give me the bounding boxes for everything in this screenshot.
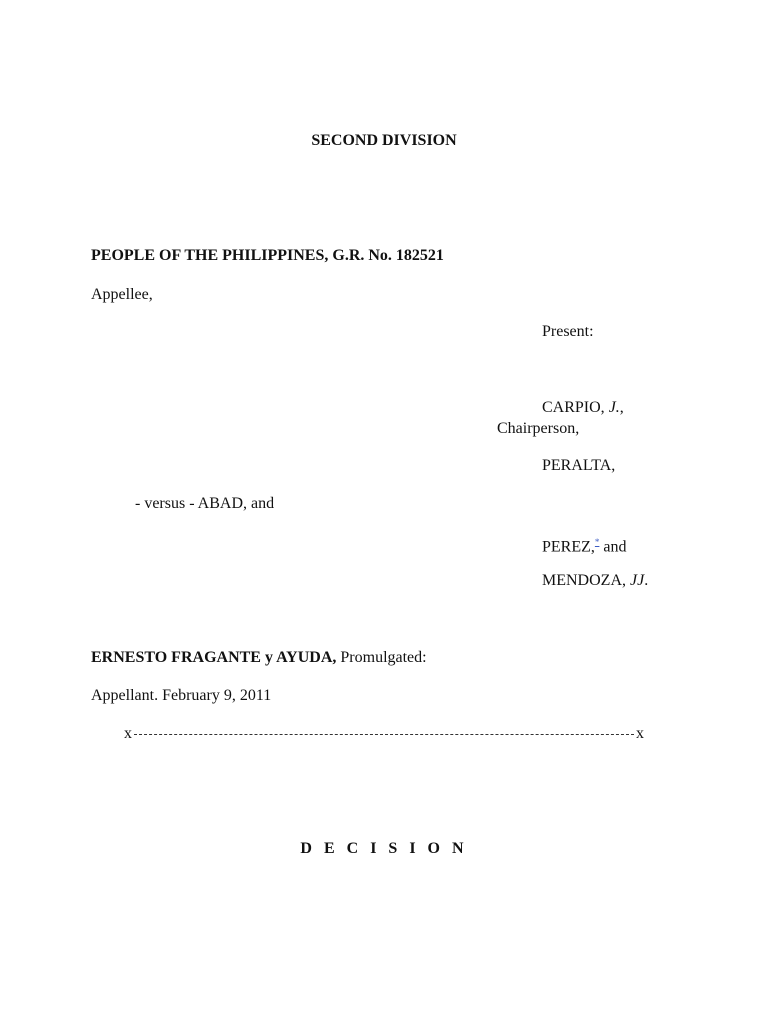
chairperson-label: Chairperson, bbox=[497, 420, 580, 437]
present-label: Present: bbox=[542, 323, 594, 340]
respondent-role: Appellant. bbox=[91, 687, 159, 704]
separator-left-mark: x bbox=[124, 725, 132, 742]
justice-carpio-name: CARPIO, bbox=[542, 399, 605, 416]
justice-perez bbox=[542, 532, 627, 557]
justice-mendoza-trail: . bbox=[644, 572, 649, 589]
respondent-name: ERNESTO FRAGANTE y AYUDA, bbox=[91, 649, 337, 666]
gr-number: G.R. No. 182521 bbox=[332, 247, 444, 264]
separator-right-mark: x bbox=[636, 725, 644, 742]
promulgated-date: February 9, 2011 bbox=[162, 687, 272, 704]
petitioner-role: Appellee, bbox=[91, 286, 153, 303]
caption-respondent-line bbox=[91, 648, 427, 668]
petitioner-name: PEOPLE OF THE PHILIPPINES, bbox=[91, 247, 329, 264]
division-heading: SECOND DIVISION bbox=[311, 132, 457, 149]
caption-separator bbox=[124, 724, 644, 744]
separator-dashes bbox=[134, 734, 634, 735]
justice-carpio-suffix: J. bbox=[608, 399, 620, 416]
caption-role-date-line bbox=[91, 686, 271, 706]
justice-abad: ABAD, and bbox=[197, 495, 275, 512]
justice-mendoza-name: MENDOZA, bbox=[542, 572, 626, 589]
justice-perez-name: PEREZ, bbox=[542, 538, 595, 556]
caption-petitioner-line bbox=[91, 246, 444, 266]
justice-carpio-trail: , bbox=[619, 399, 624, 416]
justice-perez-and: and bbox=[603, 538, 627, 556]
justice-mendoza bbox=[542, 571, 648, 591]
promulgated-label: Promulgated: bbox=[340, 649, 427, 666]
justice-peralta: PERALTA, bbox=[542, 457, 616, 474]
decision-title: D E C I S I O N bbox=[300, 840, 468, 857]
footnote-link[interactable]: * bbox=[594, 537, 600, 547]
versus-text: - versus - bbox=[135, 495, 195, 512]
justice-mendoza-suffix: JJ bbox=[630, 572, 645, 589]
versus-line bbox=[135, 494, 274, 514]
justice-carpio bbox=[542, 398, 624, 418]
